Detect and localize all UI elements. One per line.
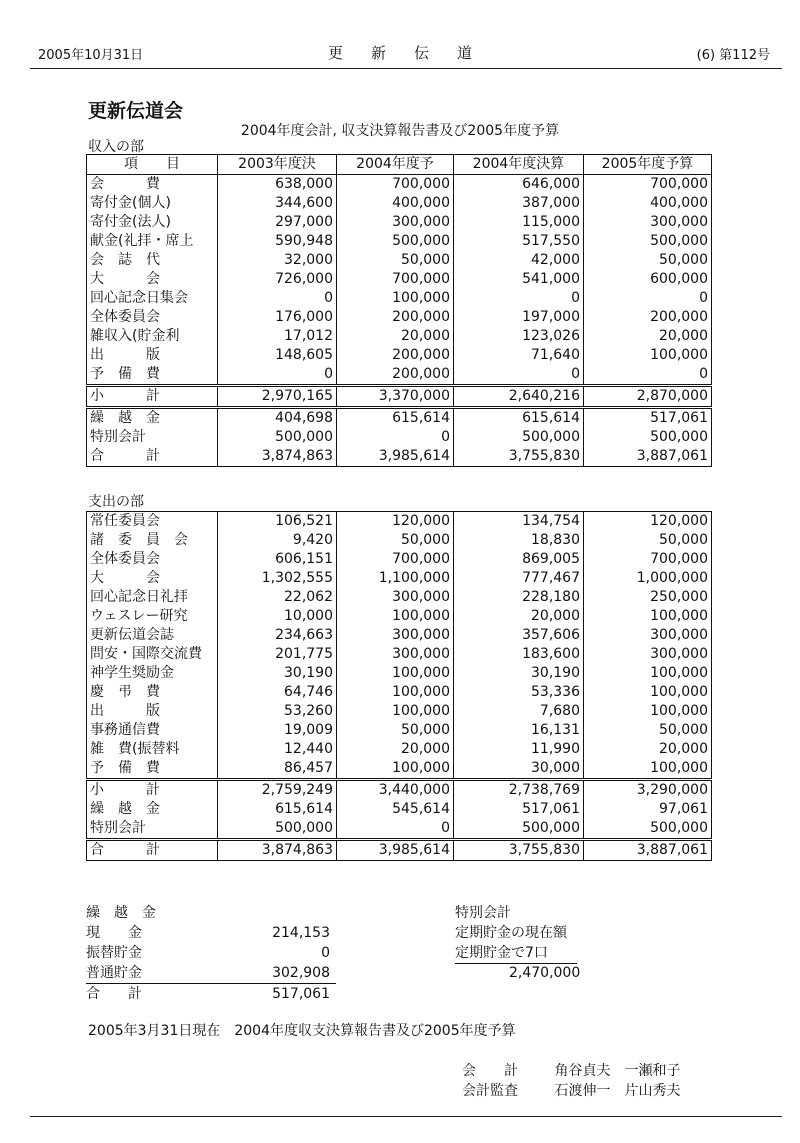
amount-cell: 201,775 <box>218 645 337 664</box>
table-row <box>87 346 712 365</box>
row-label: 雑 費(振替料 <box>87 740 218 759</box>
amount-cell: 300,000 <box>584 626 712 645</box>
amount-cell: 541,000 <box>454 270 584 289</box>
amount-cell: 10,000 <box>218 607 337 626</box>
amount-cell: 183,600 <box>454 645 584 664</box>
amount-cell: 32,000 <box>218 251 337 270</box>
newspaper-name: 更新伝道 <box>328 44 501 62</box>
amount-cell: 300,000 <box>337 213 454 232</box>
issue-number: (6) 第112号 <box>696 48 770 63</box>
row-label: 常任委員会 <box>87 512 218 532</box>
amount-cell: 50,000 <box>584 531 712 550</box>
amount-cell: 71,640 <box>454 346 584 365</box>
amount-cell: 234,663 <box>218 626 337 645</box>
amount-cell: 197,000 <box>454 308 584 327</box>
footer-rule <box>30 1116 782 1117</box>
amount-cell: 638,000 <box>218 175 337 195</box>
amount-cell: 3,887,061 <box>584 840 712 861</box>
row-label: 予 備 費 <box>87 759 218 780</box>
carryover-total-value: 517,061 <box>272 986 330 1002</box>
amount-cell: 100,000 <box>584 664 712 683</box>
amount-cell: 12,440 <box>218 740 337 759</box>
row-label: 献金(礼拝・席上 <box>87 232 218 251</box>
table-row <box>87 721 712 740</box>
carryover-item-label: 普通貯金 <box>86 965 142 981</box>
row-label: 寄付金(個人) <box>87 194 218 213</box>
amount-cell: 19,009 <box>218 721 337 740</box>
amount-cell: 3,370,000 <box>337 386 454 408</box>
carryover-total <box>86 984 336 1004</box>
report-title: 2004年度会計, 収支決算報告書及び2005年度予算 <box>240 123 560 139</box>
amount-cell: 1,302,555 <box>218 569 337 588</box>
table-row <box>87 740 712 759</box>
carryover-item <box>86 923 336 943</box>
amount-cell: 50,000 <box>584 721 712 740</box>
expense-total-row <box>87 840 712 861</box>
amount-cell: 11,990 <box>454 740 584 759</box>
amount-cell: 53,336 <box>454 683 584 702</box>
row-label: 繰 越 金 <box>87 408 218 429</box>
table-row <box>87 308 712 327</box>
amount-cell: 120,000 <box>337 512 454 532</box>
carryover-item <box>86 963 336 984</box>
amount-cell: 100,000 <box>337 607 454 626</box>
column-header: 項 目 <box>87 155 218 175</box>
income-table <box>86 154 712 467</box>
amount-cell: 300,000 <box>337 588 454 607</box>
row-label: ウェスレー研究 <box>87 607 218 626</box>
amount-cell: 3,874,863 <box>218 840 337 861</box>
amount-cell: 115,000 <box>454 213 584 232</box>
row-label: 出 版 <box>87 346 218 365</box>
amount-cell: 404,698 <box>218 408 337 429</box>
amount-cell: 600,000 <box>584 270 712 289</box>
row-label: 全体委員会 <box>87 550 218 569</box>
amount-cell: 0 <box>337 428 454 447</box>
table-row <box>87 759 712 780</box>
amount-cell: 3,440,000 <box>337 780 454 801</box>
amount-cell: 869,005 <box>454 550 584 569</box>
amount-cell: 20,000 <box>337 740 454 759</box>
amount-cell: 134,754 <box>454 512 584 532</box>
amount-cell: 200,000 <box>337 365 454 386</box>
amount-cell: 0 <box>454 365 584 386</box>
row-label: 特別会計 <box>87 428 218 447</box>
auditor-signature <box>462 1080 680 1100</box>
carryover-total-label: 合 計 <box>86 986 142 1002</box>
expense-section-label: 支出の部 <box>88 494 144 510</box>
accountant-names: 角谷貞夫 一瀬和子 <box>554 1063 681 1079</box>
table-row <box>87 289 712 308</box>
row-label: 全体委員会 <box>87 308 218 327</box>
amount-cell: 2,970,165 <box>218 386 337 408</box>
carryover-item <box>86 943 336 963</box>
amount-cell: 0 <box>584 289 712 308</box>
amount-cell: 297,000 <box>218 213 337 232</box>
amount-cell: 100,000 <box>337 683 454 702</box>
amount-cell: 3,887,061 <box>584 447 712 467</box>
amount-cell: 100,000 <box>337 759 454 780</box>
report-footnote: 2005年3月31日現在 2004年度収支決算報告書及び2005年度予算 <box>88 1023 516 1039</box>
table-row <box>87 232 712 251</box>
amount-cell: 100,000 <box>584 702 712 721</box>
amount-cell: 500,000 <box>218 428 337 447</box>
amount-cell: 545,614 <box>337 800 454 819</box>
row-label: 合 計 <box>87 840 218 861</box>
carryover-item-value: 302,908 <box>272 965 330 981</box>
amount-cell: 100,000 <box>584 346 712 365</box>
amount-cell: 100,000 <box>584 759 712 780</box>
amount-cell: 400,000 <box>337 194 454 213</box>
amount-cell: 300,000 <box>337 645 454 664</box>
amount-cell: 500,000 <box>584 819 712 840</box>
row-label: 慶 弔 費 <box>87 683 218 702</box>
amount-cell: 20,000 <box>584 327 712 346</box>
amount-cell: 100,000 <box>337 289 454 308</box>
row-label: 諸 委 員 会 <box>87 531 218 550</box>
amount-cell: 106,521 <box>218 512 337 532</box>
special-account-note <box>455 903 580 983</box>
income-special-row <box>87 428 712 447</box>
accountant-label: 会 計 <box>462 1063 518 1079</box>
row-label: 回心記念日礼拝 <box>87 588 218 607</box>
row-label: 雑収入(貯金利 <box>87 327 218 346</box>
expense-table <box>86 511 712 861</box>
amount-cell: 300,000 <box>584 645 712 664</box>
amount-cell: 50,000 <box>337 251 454 270</box>
amount-cell: 1,000,000 <box>584 569 712 588</box>
amount-cell: 100,000 <box>337 702 454 721</box>
amount-cell: 646,000 <box>454 175 584 195</box>
carryover-item-label: 振替貯金 <box>86 945 142 961</box>
amount-cell: 500,000 <box>337 232 454 251</box>
special-account-line1: 定期貯金の現在額 <box>455 925 567 941</box>
table-row <box>87 531 712 550</box>
table-row <box>87 702 712 721</box>
amount-cell: 42,000 <box>454 251 584 270</box>
amount-cell: 22,062 <box>218 588 337 607</box>
amount-cell: 615,614 <box>337 408 454 429</box>
amount-cell: 700,000 <box>337 175 454 195</box>
carryover-item-value: 0 <box>321 945 330 961</box>
amount-cell: 387,000 <box>454 194 584 213</box>
amount-cell: 20,000 <box>337 327 454 346</box>
auditor-names: 石渡伸一 片山秀夫 <box>554 1083 681 1099</box>
amount-cell: 50,000 <box>337 531 454 550</box>
row-label: 大 会 <box>87 270 218 289</box>
row-label: 特別会計 <box>87 819 218 840</box>
carryover-item-label: 現 金 <box>86 925 142 941</box>
amount-cell: 0 <box>454 289 584 308</box>
table-row <box>87 251 712 270</box>
auditor-label: 会計監査 <box>462 1083 518 1099</box>
amount-cell: 200,000 <box>337 308 454 327</box>
income-total-row <box>87 447 712 467</box>
amount-cell: 100,000 <box>584 607 712 626</box>
amount-cell: 357,606 <box>454 626 584 645</box>
amount-cell: 0 <box>337 819 454 840</box>
amount-cell: 606,151 <box>218 550 337 569</box>
amount-cell: 700,000 <box>337 270 454 289</box>
amount-cell: 500,000 <box>584 232 712 251</box>
amount-cell: 200,000 <box>584 308 712 327</box>
amount-cell: 3,985,614 <box>337 840 454 861</box>
amount-cell: 64,746 <box>218 683 337 702</box>
amount-cell: 148,605 <box>218 346 337 365</box>
row-label: 問安・国際交流費 <box>87 645 218 664</box>
column-header: 2004年度予 <box>337 155 454 175</box>
amount-cell: 3,755,830 <box>454 447 584 467</box>
expense-special-row <box>87 819 712 840</box>
row-label: 予 備 費 <box>87 365 218 386</box>
amount-cell: 777,467 <box>454 569 584 588</box>
amount-cell: 400,000 <box>584 194 712 213</box>
amount-cell: 123,026 <box>454 327 584 346</box>
amount-cell: 700,000 <box>584 175 712 195</box>
amount-cell: 500,000 <box>454 428 584 447</box>
amount-cell: 615,614 <box>218 800 337 819</box>
amount-cell: 97,061 <box>584 800 712 819</box>
amount-cell: 2,738,769 <box>454 780 584 801</box>
amount-cell: 20,000 <box>454 607 584 626</box>
row-label: 会 誌 代 <box>87 251 218 270</box>
header-rule <box>30 68 782 69</box>
issue-date: 2005年10月31日 <box>38 48 144 63</box>
column-header: 2005年度予算 <box>584 155 712 175</box>
amount-cell: 100,000 <box>337 664 454 683</box>
table-row <box>87 683 712 702</box>
amount-cell: 176,000 <box>218 308 337 327</box>
table-row <box>87 213 712 232</box>
amount-cell: 300,000 <box>584 213 712 232</box>
carryover-item-value: 214,153 <box>272 925 330 941</box>
column-header: 2004年度決算 <box>454 155 584 175</box>
table-row <box>87 588 712 607</box>
amount-cell: 2,759,249 <box>218 780 337 801</box>
amount-cell: 344,600 <box>218 194 337 213</box>
income-carryover-row <box>87 408 712 429</box>
amount-cell: 9,420 <box>218 531 337 550</box>
amount-cell: 500,000 <box>218 819 337 840</box>
amount-cell: 53,260 <box>218 702 337 721</box>
table-row <box>87 664 712 683</box>
carryover-breakdown <box>86 903 336 1004</box>
table-row <box>87 607 712 626</box>
row-label: 更新伝道会誌 <box>87 626 218 645</box>
amount-cell: 20,000 <box>584 740 712 759</box>
row-label: 寄付金(法人) <box>87 213 218 232</box>
amount-cell: 17,012 <box>218 327 337 346</box>
amount-cell: 30,190 <box>218 664 337 683</box>
row-label: 神学生奨励金 <box>87 664 218 683</box>
expense-subtotal-row <box>87 780 712 801</box>
row-label: 出 版 <box>87 702 218 721</box>
row-label: 合 計 <box>87 447 218 467</box>
amount-cell: 3,755,830 <box>454 840 584 861</box>
page-header <box>38 44 770 64</box>
amount-cell: 30,000 <box>454 759 584 780</box>
income-header-row <box>87 155 712 175</box>
special-account-line2: 定期貯金で7口 <box>455 943 577 964</box>
amount-cell: 3,985,614 <box>337 447 454 467</box>
amount-cell: 3,290,000 <box>584 780 712 801</box>
income-subtotal-row <box>87 386 712 408</box>
table-row <box>87 270 712 289</box>
table-row <box>87 194 712 213</box>
row-label: 回心記念日集会 <box>87 289 218 308</box>
amount-cell: 517,061 <box>454 800 584 819</box>
table-row <box>87 550 712 569</box>
amount-cell: 500,000 <box>584 428 712 447</box>
special-account-title: 特別会計 <box>455 905 511 921</box>
row-label: 小 計 <box>87 780 218 801</box>
amount-cell: 3,874,863 <box>218 447 337 467</box>
amount-cell: 86,457 <box>218 759 337 780</box>
amount-cell: 726,000 <box>218 270 337 289</box>
table-row <box>87 626 712 645</box>
amount-cell: 0 <box>218 365 337 386</box>
amount-cell: 18,830 <box>454 531 584 550</box>
amount-cell: 500,000 <box>454 819 584 840</box>
amount-cell: 250,000 <box>584 588 712 607</box>
row-label: 大 会 <box>87 569 218 588</box>
amount-cell: 590,948 <box>218 232 337 251</box>
amount-cell: 1,100,000 <box>337 569 454 588</box>
amount-cell: 0 <box>218 289 337 308</box>
special-account-amount: 2,470,000 <box>509 965 581 981</box>
amount-cell: 0 <box>584 365 712 386</box>
row-label: 会 費 <box>87 175 218 195</box>
amount-cell: 100,000 <box>584 683 712 702</box>
amount-cell: 517,550 <box>454 232 584 251</box>
table-row <box>87 175 712 195</box>
amount-cell: 120,000 <box>584 512 712 532</box>
row-label: 事務通信費 <box>87 721 218 740</box>
amount-cell: 7,680 <box>454 702 584 721</box>
table-row <box>87 512 712 532</box>
amount-cell: 615,614 <box>454 408 584 429</box>
amount-cell: 200,000 <box>337 346 454 365</box>
amount-cell: 2,870,000 <box>584 386 712 408</box>
table-row <box>87 327 712 346</box>
amount-cell: 16,131 <box>454 721 584 740</box>
amount-cell: 700,000 <box>337 550 454 569</box>
table-row <box>87 365 712 386</box>
accountant-signature <box>462 1060 680 1080</box>
amount-cell: 700,000 <box>584 550 712 569</box>
table-row <box>87 645 712 664</box>
amount-cell: 30,190 <box>454 664 584 683</box>
table-row <box>87 569 712 588</box>
amount-cell: 517,061 <box>584 408 712 429</box>
amount-cell: 2,640,216 <box>454 386 584 408</box>
column-header: 2003年度決 <box>218 155 337 175</box>
amount-cell: 228,180 <box>454 588 584 607</box>
amount-cell: 300,000 <box>337 626 454 645</box>
income-section-label: 収入の部 <box>88 139 144 155</box>
row-label: 小 計 <box>87 386 218 408</box>
expense-carryover-row <box>87 800 712 819</box>
row-label: 繰 越 金 <box>87 800 218 819</box>
amount-cell: 50,000 <box>584 251 712 270</box>
amount-cell: 50,000 <box>337 721 454 740</box>
org-name: 更新伝道会 <box>88 100 184 122</box>
carryover-title: 繰 越 金 <box>86 905 156 921</box>
